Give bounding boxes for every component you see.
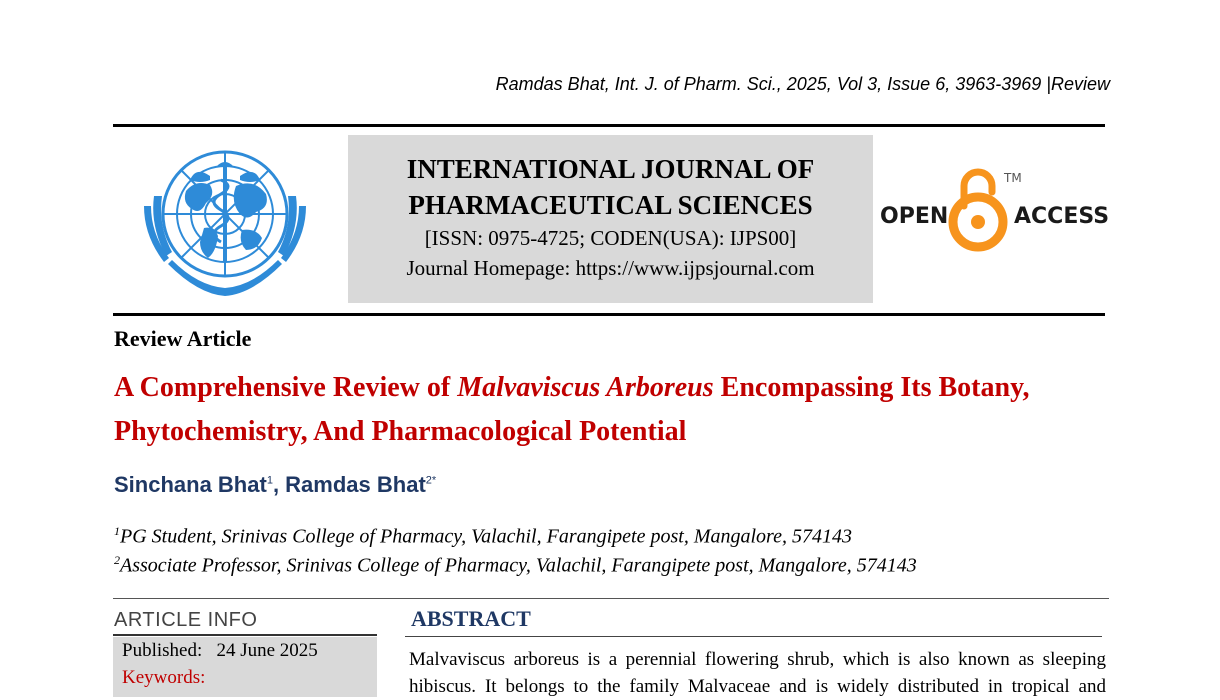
abstract-heading: ABSTRACT (411, 606, 531, 631)
keywords-label: Keywords: (122, 667, 206, 688)
svg-text:TM: TM (1004, 171, 1022, 185)
journal-title-box (348, 135, 873, 303)
article-info-rule (113, 634, 377, 636)
open-lock-icon (953, 172, 1003, 247)
affiliation-1: $^1$PG Student, Srinivas College of Pharmacy, Valachil, Farangipete post, Mangalore, 574143 (114, 524, 852, 548)
journal-homepage[interactable]: Journal Homepage: https://www.ijpsjournal.com (406, 256, 815, 280)
author-list: Sinchana Bhat$^1$, Ramdas Bhat$^{2*}$ (114, 472, 437, 497)
journal-name: INTERNATIONAL JOURNAL OF PHARMACEUTICAL SCIENCES (406, 154, 815, 220)
running-head: Ramdas Bhat, Int. J. of Pharm. Sci., 2025, Vol 3, Issue 6, 3963-3969 |Review (495, 74, 1110, 94)
author-name[interactable]: Ramdas Bhat (285, 472, 426, 497)
svg-text:OPEN: OPEN (880, 204, 949, 229)
header-top-rule (113, 124, 1105, 127)
abstract-text: Malvaviscus arboreus is a perennial flowering shrub, which is also known as sleeping hibiscus. It belongs to the family Malvaceae and is widely distributed in tropical and (409, 649, 1106, 697)
header-bottom-rule (113, 313, 1105, 316)
article-info-heading: ARTICLE INFO (114, 609, 258, 631)
abstract-rule (405, 636, 1102, 637)
author-name[interactable]: Sinchana Bhat (114, 472, 267, 497)
open-access-logo (880, 166, 1110, 252)
journal-issn: [ISSN: 0975-4725; CODEN(USA): IJPS00] (424, 226, 797, 250)
published-date: Published: 24 June 2025 (122, 640, 318, 661)
journal-emblem-logo (124, 136, 326, 306)
article-title: A Comprehensive Review of Malvaviscus Arboreus Encompassing Its Botany, Phytochemistry, And Pharmacological Potential (114, 372, 1030, 447)
affiliation-2: $^2$Associate Professor, Srinivas College of Pharmacy, Valachil, Farangipete post, Mangalore, 574143 (114, 553, 917, 577)
svg-text:ACCESS: ACCESS (1014, 204, 1110, 229)
article-type: Review Article (114, 326, 252, 351)
section-divider (113, 598, 1109, 599)
